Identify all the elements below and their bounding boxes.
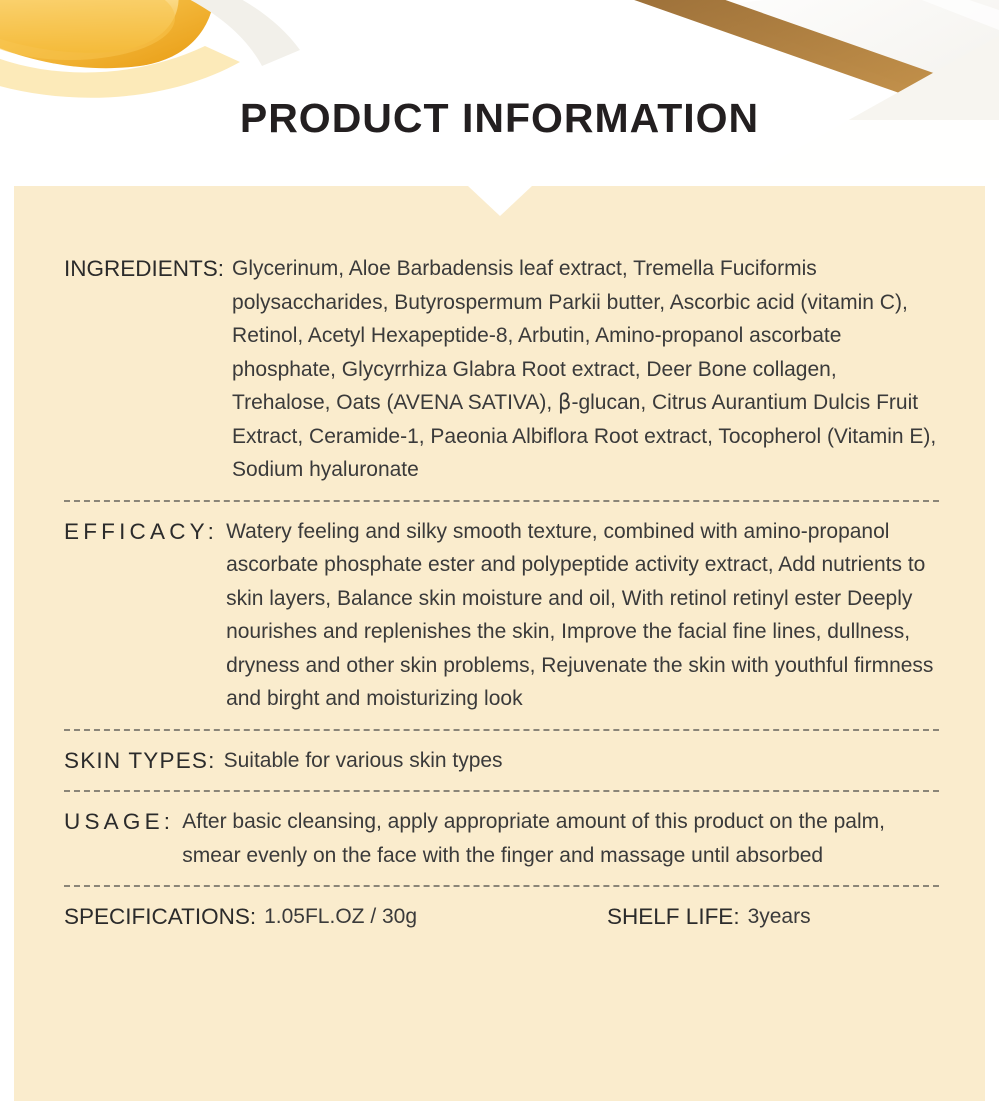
section-bottom-row <box>64 900 939 934</box>
section-skin-types <box>64 744 939 778</box>
ingredients-label: INGREDIENTS: <box>64 256 225 281</box>
section-shelf-life <box>607 900 811 934</box>
specifications-label: SPECIFICATIONS: <box>64 904 257 929</box>
efficacy-label: EFFICACY: <box>64 518 219 544</box>
section-ingredients <box>64 252 939 487</box>
page-title: PRODUCT INFORMATION <box>239 95 760 141</box>
skin-types-value: Suitable for various skin types <box>223 748 503 772</box>
ingredients-value <box>224 252 939 487</box>
ingredients-value-lead: Glycerinum, Aloe Barbadensis leaf extract, Tremella Fuciformis polysaccharides, Butyrospermum Parkii butter, Ascorbic acid (vitamin C), Retinol, Acetyl Hexapeptide-8, Arbutin, Amino-propanol ascorbate phosphate, Glycyrrhiza Glabra Root extract, Deer Bone collagen, Trehalose, Oats (AVENA SATIVA), <box>232 257 908 414</box>
usage-value: After basic cleansing, apply appropriate amount of this product on the palm, smear evenly on the face with the finger and massage until absorbed <box>182 810 885 867</box>
section-specifications <box>64 900 417 934</box>
bottom-margin <box>0 1101 999 1117</box>
skin-types-label: SKIN TYPES: <box>64 747 216 773</box>
usage-label: USAGE: <box>64 809 175 834</box>
shelf-life-value: 3years <box>747 905 811 928</box>
banner-graphic <box>0 0 999 178</box>
section-usage <box>64 805 939 872</box>
section-efficacy <box>64 515 939 716</box>
ingredients-value-tail: -glucan, Citrus Aurantium Dulcis Fruit Extract, Ceramide-1, Paeonia Albiflora Root extract, Tocopherol (Vitamin E), Sodium hyaluronate <box>232 391 937 481</box>
info-content <box>14 186 985 1101</box>
specifications-value: 1.05FL.OZ / 30g <box>264 905 418 928</box>
divider-4 <box>64 885 939 887</box>
divider-2 <box>64 729 939 731</box>
efficacy-value: Watery feeling and silky smooth texture, combined with amino-propanol ascorbate phosphate ester and polypeptide activity extract, Add nutrients to skin layers, Balance skin moisture and oil, With retinol retinyl ester Deeply nourishes and replenishes the skin, Improve the facial fine lines, dullness, dryness and other skin problems, Rejuvenate the skin with youthful firmness and birght and moisturizing look <box>226 519 934 710</box>
ingredients-value-beta: β <box>558 390 572 414</box>
divider-3 <box>64 790 939 792</box>
divider-1 <box>64 500 939 502</box>
shelf-life-label: SHELF LIFE: <box>607 904 740 929</box>
decorative-banner <box>0 0 999 178</box>
